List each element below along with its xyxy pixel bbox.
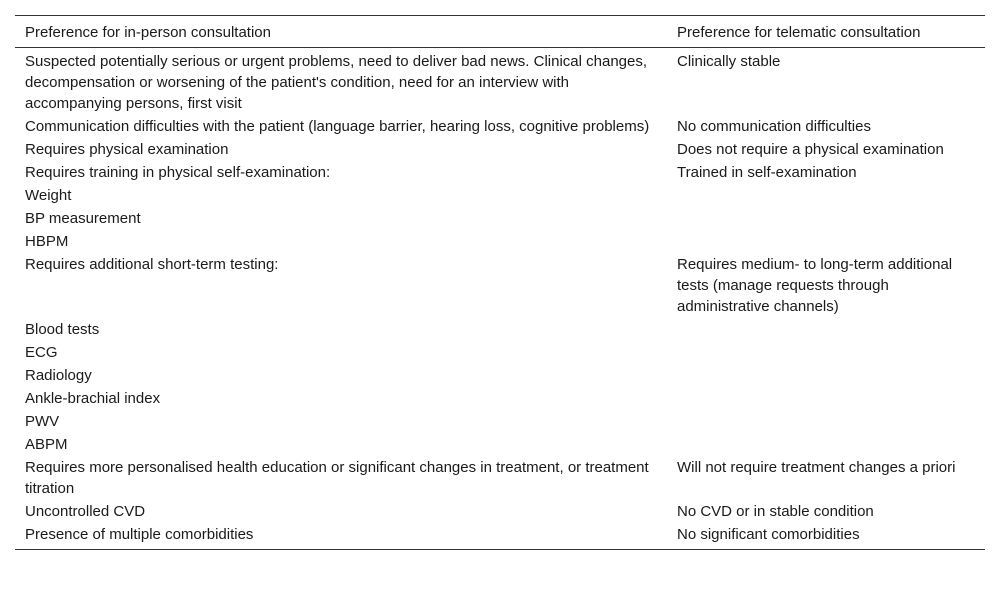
in-person-cell: HBPM (25, 233, 69, 250)
in-person-cell: Uncontrolled CVD (25, 503, 146, 520)
telematic-cell (667, 341, 985, 364)
in-person-cell: Requires additional short-term testing: (25, 256, 279, 273)
table-row (15, 161, 985, 184)
telematic-cell (667, 230, 985, 253)
table-row (15, 48, 985, 116)
table-row (15, 207, 985, 230)
table-row (15, 318, 985, 341)
table-row (15, 387, 985, 410)
in-person-cell: Requires training in physical self-examination: (25, 164, 331, 181)
table-row (15, 253, 985, 318)
table-row (15, 341, 985, 364)
in-person-cell: Ankle-brachial index (25, 390, 161, 407)
in-person-cell: BP measurement (25, 210, 141, 227)
in-person-cell: Suspected potentially serious or urgent problems, need to deliver bad news. Clinical changes, decompensation or worsening of the patient's condition, need for an interview with accompanying persons, first visit (25, 53, 648, 112)
table-row (15, 433, 985, 456)
telematic-cell: Trained in self-examination (677, 164, 857, 181)
in-person-cell: Weight (25, 187, 72, 204)
table-row (15, 500, 985, 523)
telematic-cell (667, 364, 985, 387)
table-row (15, 410, 985, 433)
telematic-cell: No communication difficulties (677, 118, 871, 135)
telematic-cell: Does not require a physical examination (677, 141, 944, 158)
in-person-cell: Communication difficulties with the patient (language barrier, hearing loss, cognitive problems) (25, 118, 650, 135)
in-person-cell: Blood tests (25, 321, 100, 338)
consultation-preference-table (15, 15, 985, 550)
telematic-cell (667, 387, 985, 410)
table-row (15, 230, 985, 253)
table-row (15, 115, 985, 138)
telematic-cell (667, 410, 985, 433)
header-in-person: Preference for in-person consultation (25, 24, 271, 41)
table-row (15, 364, 985, 387)
table-row (15, 138, 985, 161)
table-row (15, 184, 985, 207)
telematic-cell (667, 207, 985, 230)
in-person-cell: Requires physical examination (25, 141, 229, 158)
telematic-cell: Requires medium- to long-term additional tests (manage requests through administrative channels) (677, 256, 953, 315)
telematic-cell (667, 433, 985, 456)
in-person-cell: ABPM (25, 436, 68, 453)
in-person-cell: Requires more personalised health education or significant changes in treatment, or treatment titration (25, 459, 649, 497)
consultation-preference-table-container (15, 15, 985, 550)
telematic-cell (667, 318, 985, 341)
table-row (15, 523, 985, 550)
in-person-cell: Radiology (25, 367, 92, 384)
telematic-cell: No significant comorbidities (677, 526, 860, 543)
header-telematic: Preference for telematic consultation (677, 24, 921, 41)
in-person-cell: ECG (25, 344, 58, 361)
telematic-cell: No CVD or in stable condition (677, 503, 874, 520)
telematic-cell: Will not require treatment changes a priori (677, 459, 956, 476)
telematic-cell: Clinically stable (677, 53, 781, 70)
table-row (15, 456, 985, 500)
in-person-cell: Presence of multiple comorbidities (25, 526, 254, 543)
table-header-row (15, 16, 985, 48)
in-person-cell: PWV (25, 413, 60, 430)
telematic-cell (667, 184, 985, 207)
